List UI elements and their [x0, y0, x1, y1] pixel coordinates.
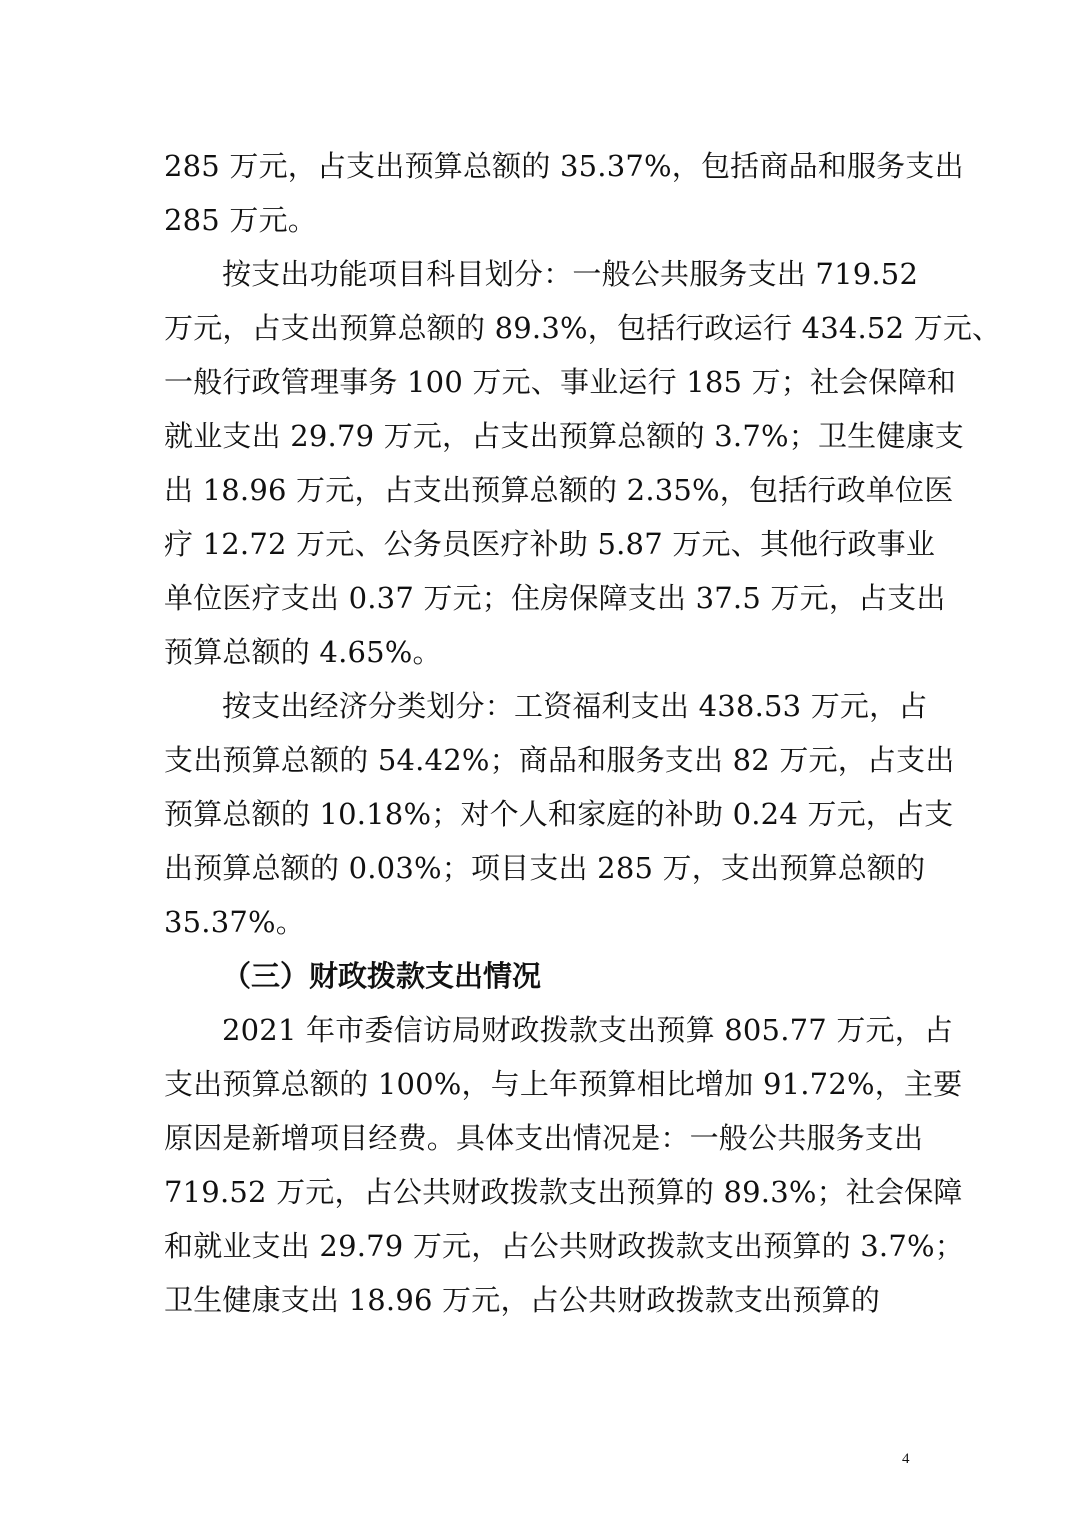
- text-line: 万元，占支出预算总额的 89.3%，包括行政运行 434.52 万元、: [164, 311, 1002, 345]
- page-number: 4: [902, 1451, 910, 1467]
- text-line: 单位医疗支出 0.37 万元；住房保障支出 37.5 万元，占支出: [164, 581, 946, 615]
- paragraph-start-line: 2021 年市委信访局财政拨款支出预算 805.77 万元，占: [222, 1013, 954, 1047]
- text-line: 原因是新增项目经费。具体支出情况是：一般公共服务支出: [164, 1121, 924, 1155]
- text-line: 一般行政管理事务 100 万元、事业运行 185 万；社会保障和: [164, 365, 956, 399]
- text-line: 285 万元，占支出预算总额的 35.37%，包括商品和服务支出: [164, 149, 964, 183]
- text-line: 和就业支出 29.79 万元，占公共财政拨款支出预算的 3.7%；: [164, 1229, 964, 1263]
- text-line: 35.37%。: [164, 905, 305, 939]
- text-line: 出预算总额的 0.03%；项目支出 285 万，支出预算总额的: [164, 851, 926, 885]
- text-line: 719.52 万元，占公共财政拨款支出预算的 89.3%；社会保障: [164, 1175, 963, 1209]
- text-line: 285 万元。: [164, 203, 317, 237]
- section-heading: （三）财政拨款支出情况: [222, 959, 542, 993]
- text-line: 预算总额的 4.65%。: [164, 635, 442, 669]
- text-line: 卫生健康支出 18.96 万元，占公共财政拨款支出预算的: [164, 1283, 881, 1317]
- text-line: 预算总额的 10.18%；对个人和家庭的补助 0.24 万元，占支: [164, 797, 954, 831]
- text-line: 支出预算总额的 54.42%；商品和服务支出 82 万元，占支出: [164, 743, 955, 777]
- text-line: 疗 12.72 万元、公务员医疗补助 5.87 万元、其他行政事业: [164, 527, 936, 561]
- text-line: 出 18.96 万元，占支出预算总额的 2.35%，包括行政单位医: [164, 473, 954, 507]
- paragraph-start-line: 按支出功能项目科目划分：一般公共服务支出 719.52: [222, 257, 919, 291]
- text-line: 支出预算总额的 100%，与上年预算相比增加 91.72%，主要: [164, 1067, 963, 1101]
- paragraph-start-line: 按支出经济分类划分：工资福利支出 438.53 万元，占: [222, 689, 928, 723]
- text-line: 就业支出 29.79 万元，占支出预算总额的 3.7%；卫生健康支: [164, 419, 964, 453]
